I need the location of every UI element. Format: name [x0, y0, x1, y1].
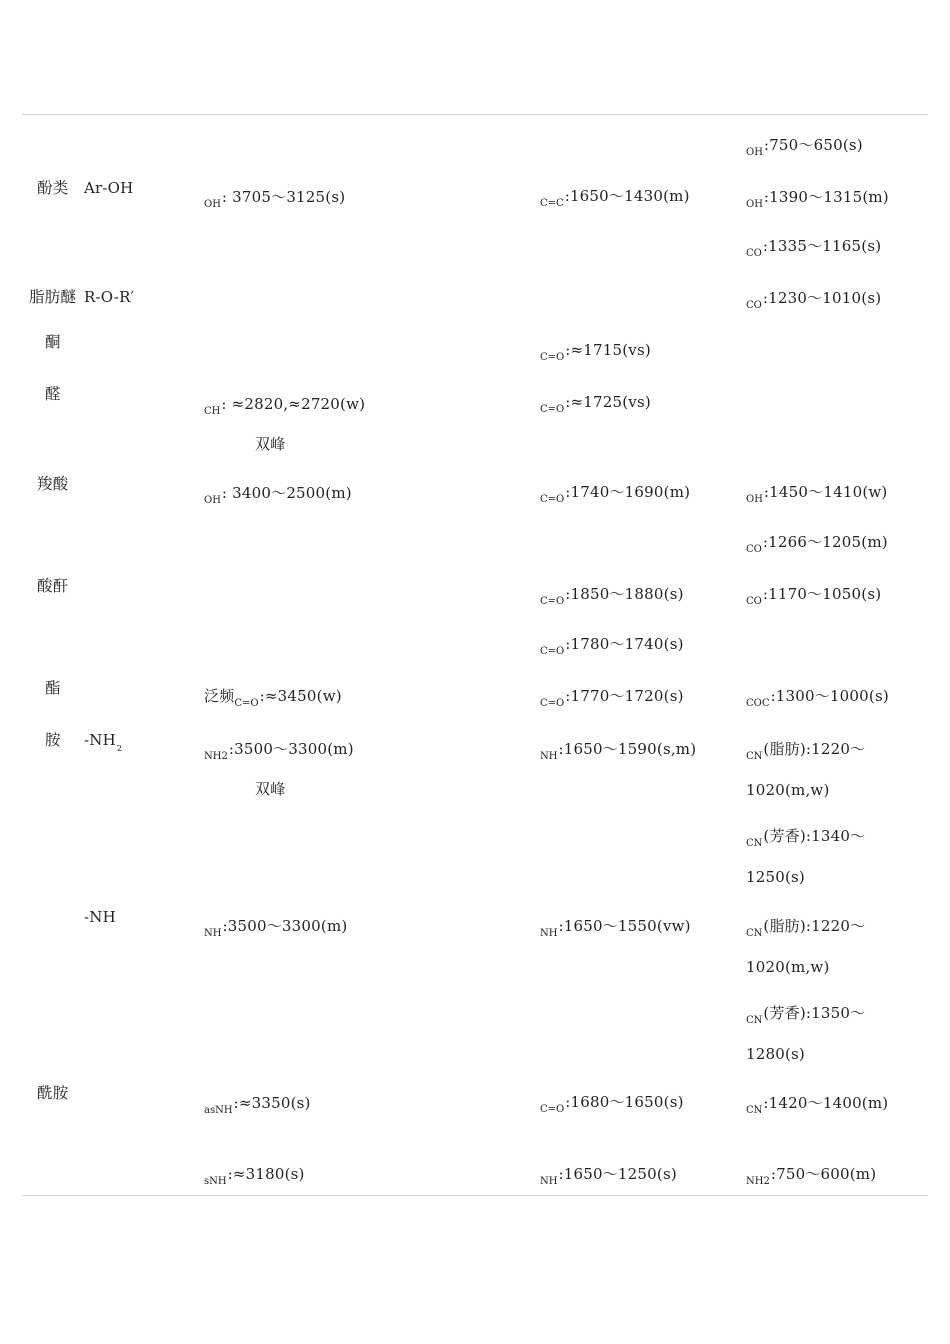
- ether-col3: $_{CO}$:1230～1010(s): [746, 289, 882, 311]
- acid-col3-a: $_{OH}$:1450～1410(w): [746, 483, 888, 505]
- phenol-col2: $_{C=C}$:1650～1430(m): [540, 187, 690, 209]
- phenol-col1: $_{OH}$: 3705～3125(s): [204, 188, 346, 210]
- class-amide: 酰胺: [37, 1084, 69, 1102]
- amine2-col3-b: $_{CN}$(芳香):1350～: [746, 1004, 866, 1026]
- class-aldehyde: 醛: [45, 385, 61, 403]
- ester-col1: 泛频$_{C=O}$:≈3450(w): [204, 687, 342, 709]
- formula-ether: R-O-R′: [84, 288, 135, 306]
- ester-col2: $_{C=O}$:1770～1720(s): [540, 687, 684, 709]
- table-top-rule: [22, 114, 928, 115]
- amine1-col2: $_{NH}$:1650～1590(s,m): [540, 740, 697, 762]
- acid-col1: $_{OH}$: 3400～2500(m): [204, 484, 352, 506]
- amide-col3-a: $_{CN}$:1420～1400(m): [746, 1094, 889, 1116]
- amine1-col3-a-cont: 1020(m,w): [746, 781, 830, 799]
- amide-col3-b: $_{NH2}$:750～600(m): [746, 1165, 877, 1187]
- amide-col2-b: $_{NH}$:1650～1250(s): [540, 1165, 677, 1187]
- anhydride-col3: $_{CO}$:1170～1050(s): [746, 585, 882, 607]
- formula-phenol: Ar-OH: [84, 179, 134, 197]
- phenol-col3-c: $_{CO}$:1335～1165(s): [746, 237, 882, 259]
- class-ketone: 酮: [45, 333, 61, 351]
- class-ether: 脂肪醚: [29, 288, 77, 306]
- aldehyde-col2: $_{C=O}$:≈1725(vs): [540, 393, 651, 415]
- aldehyde-col1: $_{CH}$: ≈2820,≈2720(w): [204, 395, 366, 417]
- phenol-col3-b: $_{OH}$:1390～1315(m): [746, 188, 889, 210]
- class-anhydride: 酸酐: [37, 577, 69, 595]
- phenol-col3-a: $_{OH}$:750～650(s): [746, 136, 863, 158]
- amide-col1-a: $_{asNH}$:≈3350(s): [204, 1094, 311, 1116]
- amine1-col3-b-cont: 1250(s): [746, 868, 805, 886]
- class-carboxylic-acid: 羧酸: [37, 475, 69, 493]
- amide-col1-b: $_{sNH}$:≈3180(s): [204, 1165, 305, 1187]
- amine2-col3-a-cont: 1020(m,w): [746, 958, 830, 976]
- amine1-col1-note: 双峰: [255, 780, 286, 798]
- amine2-col3-a: $_{CN}$(脂肪):1220～: [746, 917, 866, 939]
- class-amine: 胺: [45, 731, 61, 749]
- class-ester: 酯: [45, 679, 61, 697]
- amine2-col2: $_{NH}$:1650～1550(vw): [540, 917, 691, 939]
- aldehyde-col1-note: 双峰: [255, 435, 286, 453]
- anhydride-col2-b: $_{C=O}$:1780～1740(s): [540, 635, 684, 657]
- ester-col3: $_{COC}$:1300～1000(s): [746, 687, 889, 709]
- formula-primary-amine: $-NH_2$: [84, 731, 122, 753]
- formula-secondary-amine: -NH: [84, 908, 116, 926]
- table-bottom-rule: [22, 1195, 928, 1196]
- ketone-col2: $_{C=O}$:≈1715(vs): [540, 341, 651, 363]
- amine2-col1: $_{NH}$:3500～3300(m): [204, 917, 348, 939]
- amine2-col3-b-cont: 1280(s): [746, 1045, 805, 1063]
- amine1-col3-b: $_{CN}$(芳香):1340～: [746, 827, 866, 849]
- class-phenol: 酚类: [37, 179, 69, 197]
- acid-col2: $_{C=O}$:1740～1690(m): [540, 483, 691, 505]
- amine1-col3-a: $_{CN}$(脂肪):1220～: [746, 740, 866, 762]
- amide-col2-a: $_{C=O}$:1680～1650(s): [540, 1093, 684, 1115]
- anhydride-col2-a: $_{C=O}$:1850～1880(s): [540, 585, 684, 607]
- amine1-col1: $_{NH2}$:3500～3300(m): [204, 740, 354, 762]
- acid-col3-b: $_{CO}$:1266～1205(m): [746, 533, 888, 555]
